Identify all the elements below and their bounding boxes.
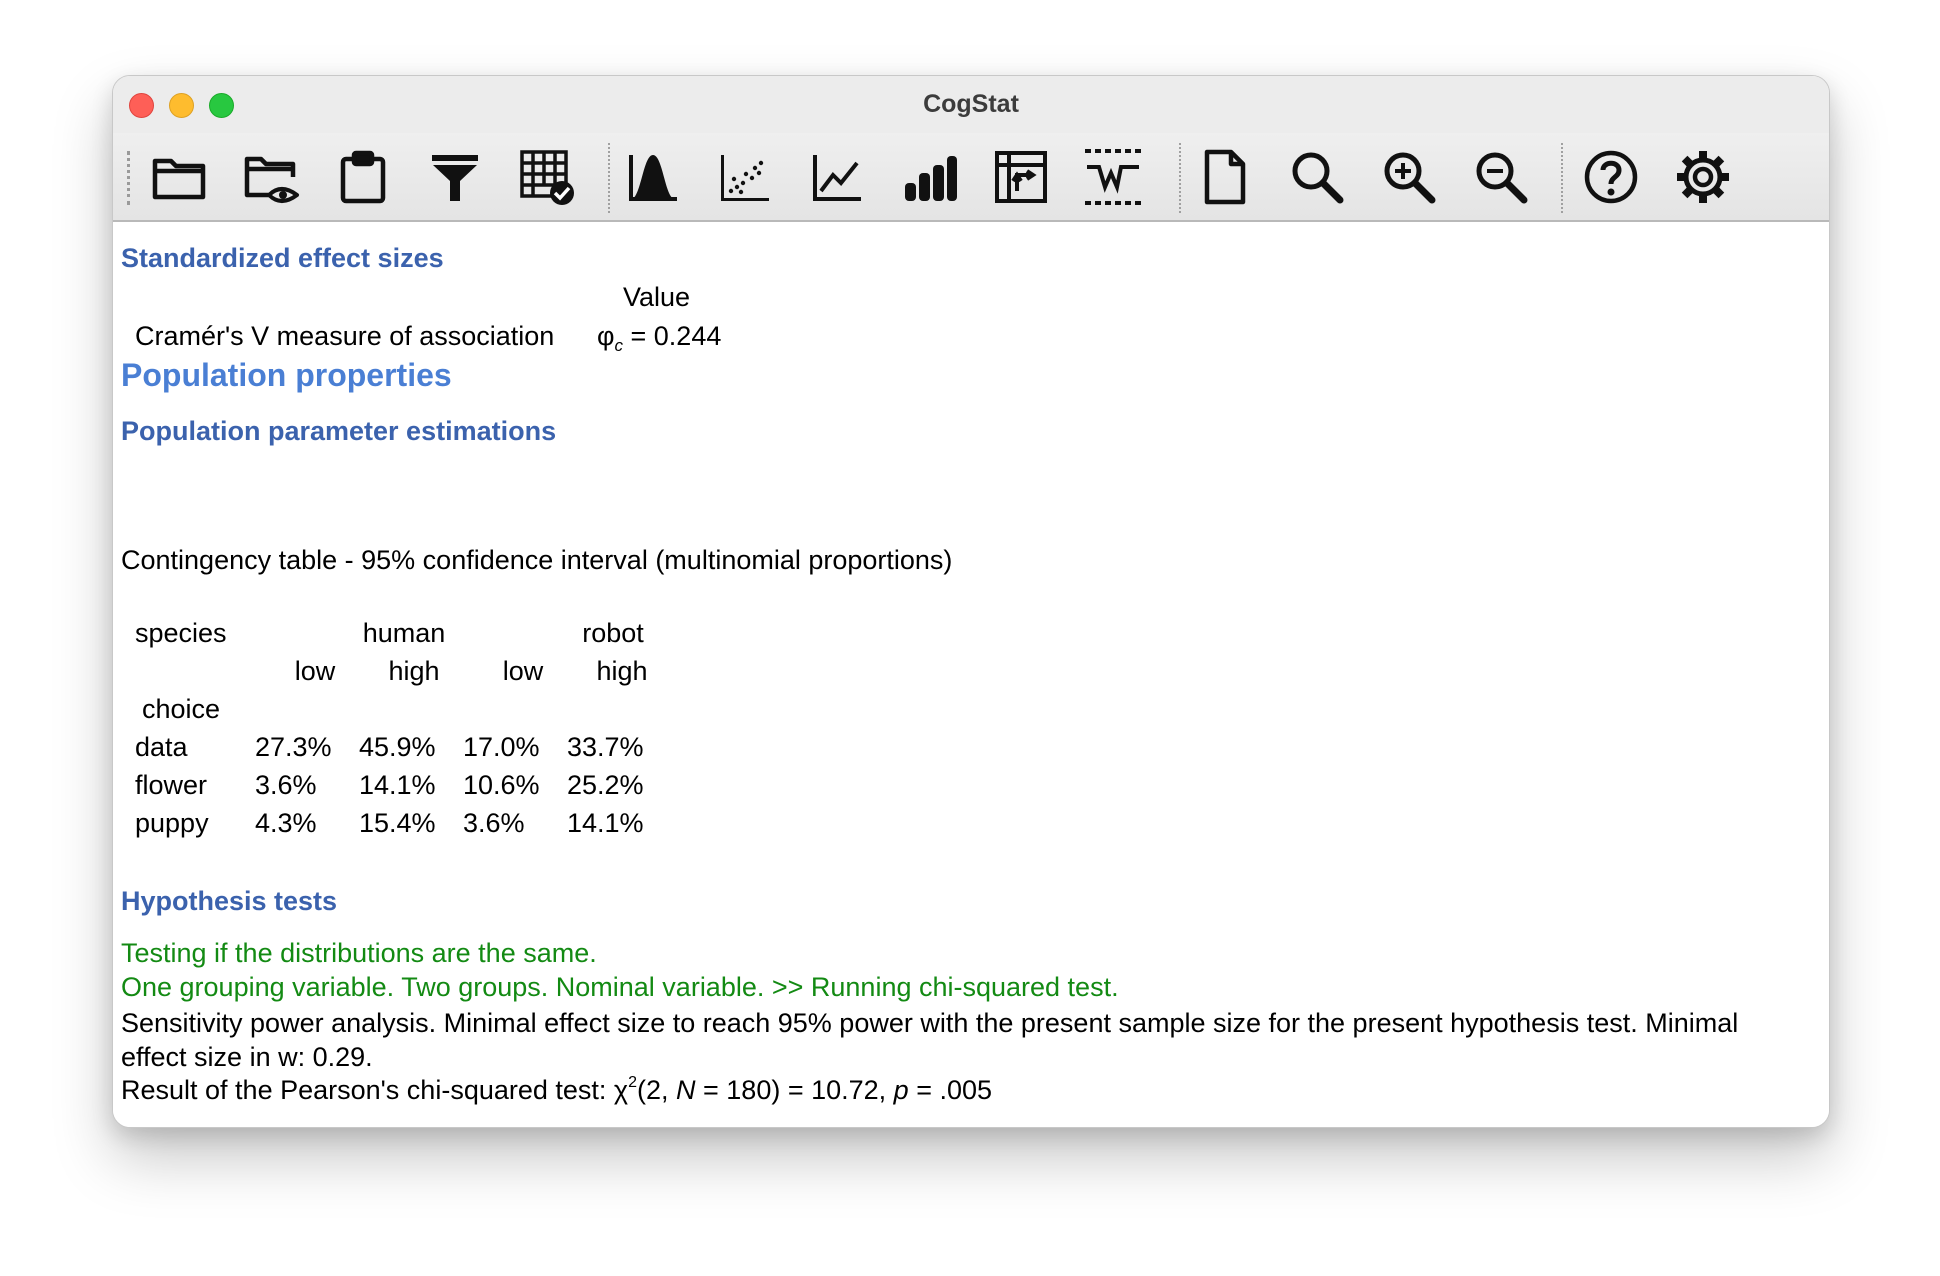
- table-cell: 45.9%: [359, 732, 436, 762]
- folder-open-icon: [149, 147, 209, 207]
- help-icon: [1581, 147, 1641, 207]
- window-title: CogStat: [923, 90, 1019, 118]
- find-text-button[interactable]: [1285, 145, 1349, 209]
- bar-chart-icon: [899, 147, 959, 207]
- table-cell: 17.0%: [463, 732, 540, 762]
- row-label: data: [135, 732, 188, 762]
- results-pane: [113, 222, 1829, 1127]
- compare-repeated-button[interactable]: [805, 145, 869, 209]
- preferences-button[interactable]: [1671, 145, 1735, 209]
- title-bar: [113, 76, 1829, 134]
- scatter-icon: [715, 147, 775, 207]
- sub-header: high: [388, 656, 440, 686]
- sub-header: low: [502, 656, 544, 686]
- zoom-in-button[interactable]: [1377, 145, 1441, 209]
- result-n-symbol: N: [676, 1075, 696, 1105]
- effect-size-symbol-sub: c: [614, 336, 624, 355]
- pivot-table-icon: [991, 147, 1051, 207]
- contingency-table-title: Contingency table - 95% confidence interval (multinomial proportions): [121, 545, 953, 575]
- table-cell: 3.6%: [255, 770, 317, 800]
- distribution-icon: [623, 147, 683, 207]
- clear-results-button[interactable]: [1193, 145, 1257, 209]
- app-window: [112, 75, 1830, 1128]
- table-cell: 27.3%: [255, 732, 332, 762]
- sub-header: low: [294, 656, 336, 686]
- table-cell: 3.6%: [463, 808, 525, 838]
- heading-effect-sizes: Standardized effect sizes: [121, 243, 444, 273]
- new-document-icon: [1195, 147, 1255, 207]
- filter-outliers-button[interactable]: [423, 145, 487, 209]
- table-cell: 10.6%: [463, 770, 540, 800]
- table-cell: 33.7%: [567, 732, 644, 762]
- group-header-robot: robot: [582, 618, 644, 648]
- zoom-in-icon: [1379, 147, 1439, 207]
- explore-distribution-button[interactable]: [621, 145, 685, 209]
- heading-population-properties: Population properties: [121, 357, 452, 393]
- result-prefix: Result of the Pearson's chi-squared test: χ: [121, 1075, 629, 1105]
- chi-squared-result: [121, 1074, 992, 1106]
- clipboard-icon: [333, 147, 393, 207]
- result-part: (2,: [637, 1075, 677, 1105]
- effect-size-value: [597, 321, 721, 356]
- result-p-symbol: p: [893, 1075, 909, 1105]
- heading-population-estimations: Population parameter estimations: [121, 416, 557, 446]
- effect-size-value-header: Value: [623, 282, 691, 312]
- table-cell: 25.2%: [567, 770, 644, 800]
- open-data-button[interactable]: [147, 145, 211, 209]
- effect-size-value-text: = 0.244: [623, 321, 722, 351]
- row-variable-label: choice: [142, 694, 221, 724]
- compare-groups-button[interactable]: [897, 145, 961, 209]
- toolbar-separator: [1179, 143, 1181, 213]
- settings-icon: [1673, 147, 1733, 207]
- explore-relation-button[interactable]: [713, 145, 777, 209]
- effect-size-symbol: φ: [597, 321, 615, 351]
- behavioral-data-diffusion-button[interactable]: [1081, 145, 1145, 209]
- explore-variable-button[interactable]: [515, 145, 579, 209]
- toolbar-grip[interactable]: [127, 151, 130, 205]
- hypothesis-note: Testing if the distributions are the same.: [121, 938, 597, 968]
- result-part: = .005: [908, 1075, 993, 1105]
- zoom-out-button[interactable]: [1469, 145, 1533, 209]
- paste-data-button[interactable]: [331, 145, 395, 209]
- toolbar: [113, 133, 1829, 222]
- effect-size-row-label: Cramér's V measure of association: [135, 321, 555, 351]
- sub-header: high: [596, 656, 648, 686]
- line-chart-icon: [807, 147, 867, 207]
- group-header-human: human: [362, 618, 446, 648]
- result-superscript: 2: [628, 1074, 637, 1091]
- row-label: puppy: [135, 808, 209, 838]
- table-cell: 14.1%: [359, 770, 436, 800]
- hypothesis-note: One grouping variable. Two groups. Nominal variable. >> Running chi-squared test.: [121, 972, 1119, 1002]
- help-button[interactable]: [1579, 145, 1643, 209]
- heading-hypothesis-tests: Hypothesis tests: [121, 886, 338, 916]
- filter-icon: [425, 147, 485, 207]
- row-label: flower: [135, 770, 208, 800]
- table-corner-label: species: [135, 618, 227, 648]
- zoom-out-icon: [1471, 147, 1531, 207]
- toolbar-separator: [608, 143, 610, 213]
- table-cell: 15.4%: [359, 808, 436, 838]
- data-check-icon: [517, 147, 577, 207]
- compare-dist-icon: [1083, 147, 1143, 207]
- table-cell: 14.1%: [567, 808, 644, 838]
- power-analysis-text: Sensitivity power analysis. Minimal effect size to reach 95% power with the present sample size for the present hypothesis test. Minimal effect size in w: 0.29.: [121, 1008, 1739, 1072]
- search-icon: [1287, 147, 1347, 207]
- pivot-table-button[interactable]: [989, 145, 1053, 209]
- toolbar-separator: [1561, 143, 1563, 213]
- folder-view-icon: [241, 147, 301, 207]
- open-demo-data-button[interactable]: [239, 145, 303, 209]
- table-cell: 4.3%: [255, 808, 317, 838]
- result-part: = 180) = 10.72,: [695, 1075, 894, 1105]
